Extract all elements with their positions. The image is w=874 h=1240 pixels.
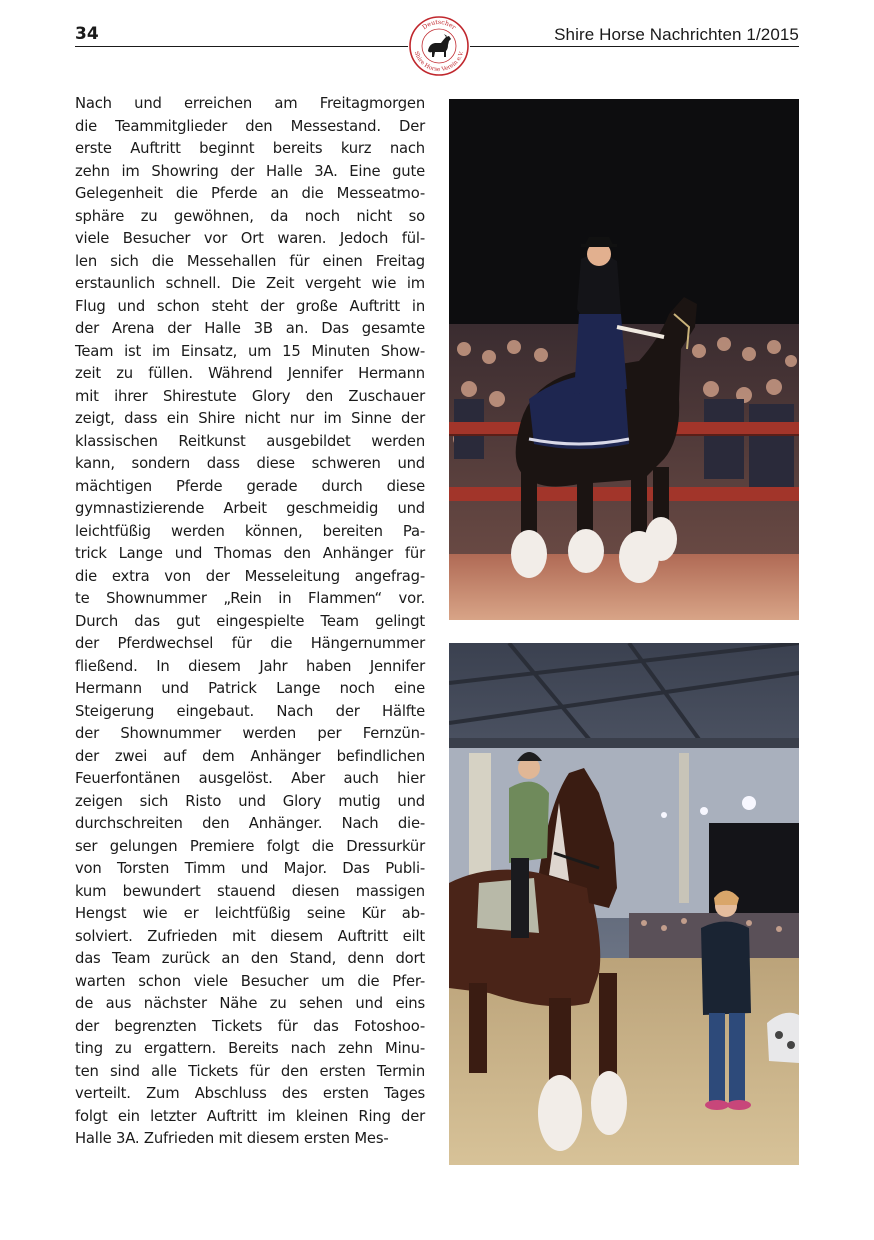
article-line: der Arena der Halle 3B an. Das gesamte — [75, 320, 425, 337]
article-line: Nach und erreichen am Freitagmorgen — [75, 95, 425, 112]
logo-text-top: Deutscher — [421, 18, 457, 32]
article-line: len sich die Messehallen für einen Freitag — [75, 252, 425, 270]
article-line: erstaunlich schnell. Die Zeit vergeht wie im — [75, 275, 425, 292]
article-line: solviert. Zufrieden mit diesem Auftritt eilt — [75, 927, 425, 945]
article-line: ser gelungen Premiere folgt die Dressurkür — [75, 837, 425, 855]
logo-text-bottom: Shire Horse Verein e.V. — [412, 50, 466, 74]
article-line: ting zu ergattern. Bereits nach zehn Minu- — [75, 1040, 425, 1057]
article-line: ten sind alle Tickets für den ersten Termin — [75, 1062, 425, 1080]
article-line: fließend. In diesem Jahr haben Jennifer — [75, 657, 425, 675]
article-line: trick Lange und Thomas den Anhänger für — [75, 545, 425, 562]
article-line: leichtfüßig werden können, bereiten Pa- — [75, 522, 425, 540]
article-line: die Teammitglieder den Messestand. Der — [75, 117, 425, 135]
article-line: die extra von der Messeleitung angefrag- — [75, 567, 425, 585]
page-number: 34 — [75, 24, 99, 44]
article-line: de aus nächster Nähe zu sehen und eins — [75, 995, 425, 1012]
article-line: Feuerfontänen ausgelöst. Aber auch hier — [75, 770, 425, 787]
arena-horse-handler-photo — [449, 643, 799, 1165]
article-line: kum bewundert stauend diesen massigen — [75, 882, 425, 900]
article-line: Flug und schon steht der große Auftritt in — [75, 297, 425, 315]
article-line: der begrenzten Tickets für das Fotoshoo- — [75, 1017, 425, 1035]
article-line: der zwei auf dem Anhänger befindlichen — [75, 747, 425, 765]
article-line: das Team zurück an den Stand, denn dort — [75, 950, 425, 967]
article-line: Steigerung eingebaut. Nach der Hälfte — [75, 702, 425, 720]
article-line: gymnastizierende Arbeit geschmeidig und — [75, 500, 425, 517]
article-line: zeigen sich Risto und Glory mutig und — [75, 792, 425, 810]
article-line: Halle 3A. Zufrieden mit diesem ersten Mes- — [75, 1130, 389, 1147]
article-line: Hermann und Patrick Lange noch eine — [75, 680, 425, 697]
article-line: Gelegenheit die Pferde an die Messeatmo- — [75, 185, 425, 202]
article-line: erste Auftritt beginnt bereits kurz nach — [75, 140, 425, 157]
article-line: durchschreiten den Anhänger. Nach die- — [75, 815, 425, 832]
article-line: der Shownummer werden per Fernzün- — [75, 725, 425, 742]
article-line: mit ihrer Shirestute Glory den Zuschauer — [75, 387, 425, 405]
article-line: folgt ein letzter Auftritt im kleinen Ring der — [75, 1107, 425, 1125]
article-line: verteilt. Zum Abschluss des ersten Tages — [75, 1085, 425, 1102]
article-line: sphäre zu gewöhnen, da noch nicht so — [75, 207, 425, 225]
article-line: warten schon viele Besucher um die Pfer- — [75, 972, 425, 990]
article-line: Team ist im Einsatz, um 15 Minuten Show- — [75, 342, 425, 360]
article-line: von Torsten Timm und Major. Das Publi- — [75, 860, 425, 877]
article-line: der Pferdwechsel für die Hängernummer — [75, 635, 425, 652]
article-line: te Shownummer „Rein in Flammen“ vor. — [75, 590, 425, 607]
article-line: Hengst wie er leichtfüßig seine Kür ab- — [75, 905, 425, 922]
article-line: mächtigen Pferde gerade durch diese — [75, 477, 425, 495]
article-line: Durch das gut eingespielte Team gelingt — [75, 612, 425, 630]
article-line: klassischen Reitkunst ausgebildet werden — [75, 432, 425, 450]
dressage-rider-photo — [449, 99, 799, 620]
article-line: viele Besucher vor Ort waren. Jedoch fül- — [75, 230, 425, 247]
shire-horse-logo-icon — [408, 15, 470, 77]
article-text — [75, 93, 425, 1151]
article-line: zehn im Showring der Halle 3A. Eine gute — [75, 162, 425, 180]
article-line: zeigt, dass ein Shire nicht nur im Sinne der — [75, 410, 425, 427]
article-line: zeit zu füllen. Während Jennifer Hermann — [75, 365, 425, 382]
article-line: kann, sondern dass diese schweren und — [75, 455, 425, 472]
journal-title: Shire Horse Nachrichten 1/2015 — [554, 25, 799, 44]
